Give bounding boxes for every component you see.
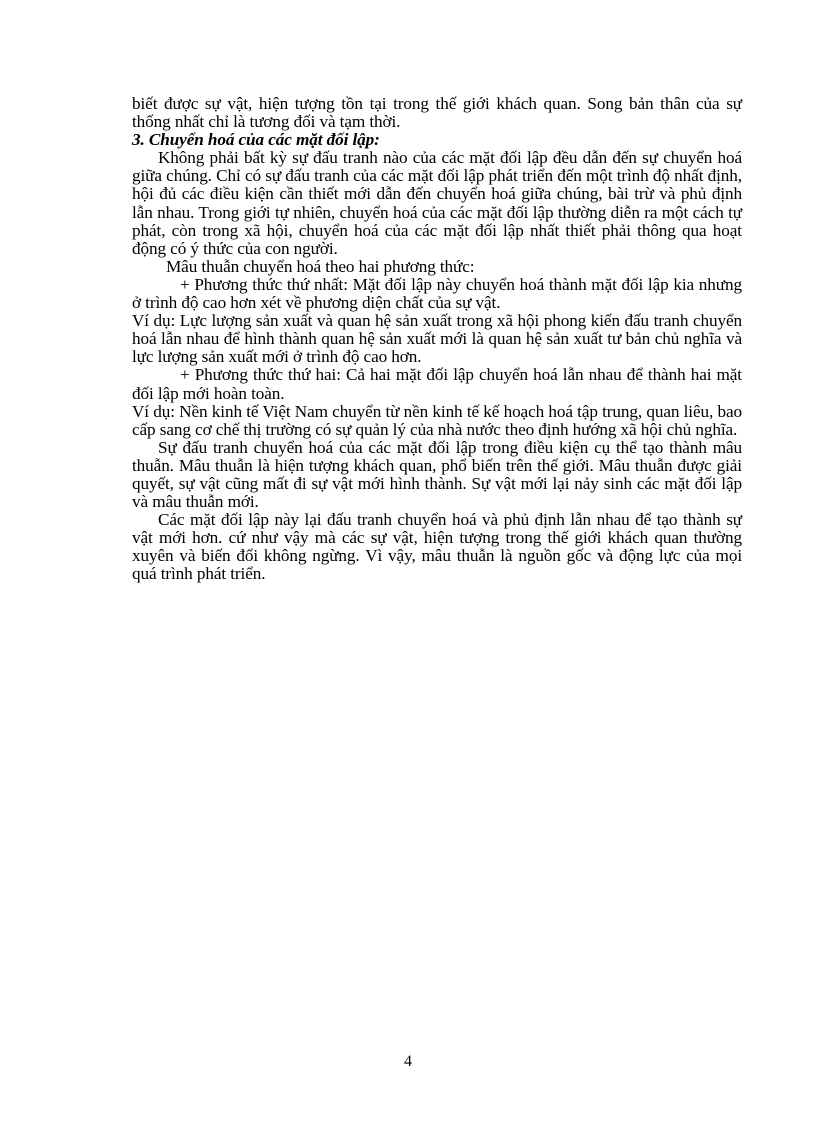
- paragraph-continuation: biết được sự vật, hiện tượng tồn tại trong thế giới khách quan. Song bản thân của sự thống nhất chỉ là tương đối và tạm thời.: [132, 94, 742, 132]
- paragraph-example-one: Ví dụ: Lực lượng sản xuất và quan hệ sản xuất trong xã hội phong kiến đấu tranh chuyển hoá lẫn nhau để hình thành quan hệ sản xuất mới là quan hệ sản xuất tư bản chủ nghĩa và lực lượng sản xuất mới ở trình độ cao hơn.: [132, 311, 742, 367]
- paragraph-method-one: + Phương thức thứ nhất: Mặt đối lập này chuyển hoá thành mặt đối lập kia nhưng ở trình độ cao hơn xét về phương diện chất của sự vật.: [132, 274, 742, 313]
- paragraph-conclusion: Các mặt đối lập này lại đấu tranh chuyển hoá và phủ định lẫn nhau để tạo thành sự vật mới hơn. cứ như vậy mà các sự vật, hiện tượng trong thế giới khách quan thường xuyên và biến đổi không ngừng. Vì vậy, mâu thuẫn là nguồn gốc và động lực của mọi quá trình phát triển.: [132, 510, 742, 584]
- paragraph-contradiction: Sự đấu tranh chuyển hoá của các mặt đối lập trong điều kiện cụ thể tạo thành mâu thuẫn. Mâu thuẫn là hiện tượng khách quan, phổ biến trên thế giới. Mâu thuẫn được giải quyết, sự vật cũng mất đi sự vật mới hình thành. Sự vật mới lại nảy sinh các mặt đối lập và mâu thuẫn mới.: [132, 437, 742, 512]
- paragraph-conversion-intro: Không phải bất kỳ sự đấu tranh nào của các mặt đối lập đều dẫn đến sự chuyển hoá giữa chúng. Chỉ có sự đấu tranh của các mặt đối lập phát triển đến một trình độ nhất định, hội đủ các điều kiện cần thiết mới dẫn đến chuyển hoá giữa chúng, bài trừ và phủ định lẫn nhau. Trong giới tự nhiên, chuyển hoá của các mặt đối lập thường diễn ra một cách tự phát, còn trong xã hội, chuyển hoá của các mặt đối lập nhất thiết phải thông qua hoạt động có ý thức của con người.: [132, 148, 742, 258]
- page-number: 4: [404, 1053, 412, 1070]
- paragraph-two-methods: Mâu thuẫn chuyển hoá theo hai phương thức:: [166, 256, 475, 276]
- paragraph-method-two: + Phương thức thứ hai: Cả hai mặt đối lập chuyển hoá lẫn nhau để thành hai mặt đối lập mới hoàn toàn.: [132, 365, 742, 403]
- section-heading: 3. Chuyển hoá của các mặt đối lập:: [132, 130, 380, 150]
- page-body: [132, 95, 742, 584]
- paragraph-example-two: Ví dụ: Nền kinh tế Việt Nam chuyển từ nền kinh tế kế hoạch hoá tập trung, quan liêu, bao cấp sang cơ chế thị trường có sự quản lý của nhà nước theo định hướng xã hội chủ nghĩa.: [132, 401, 742, 439]
